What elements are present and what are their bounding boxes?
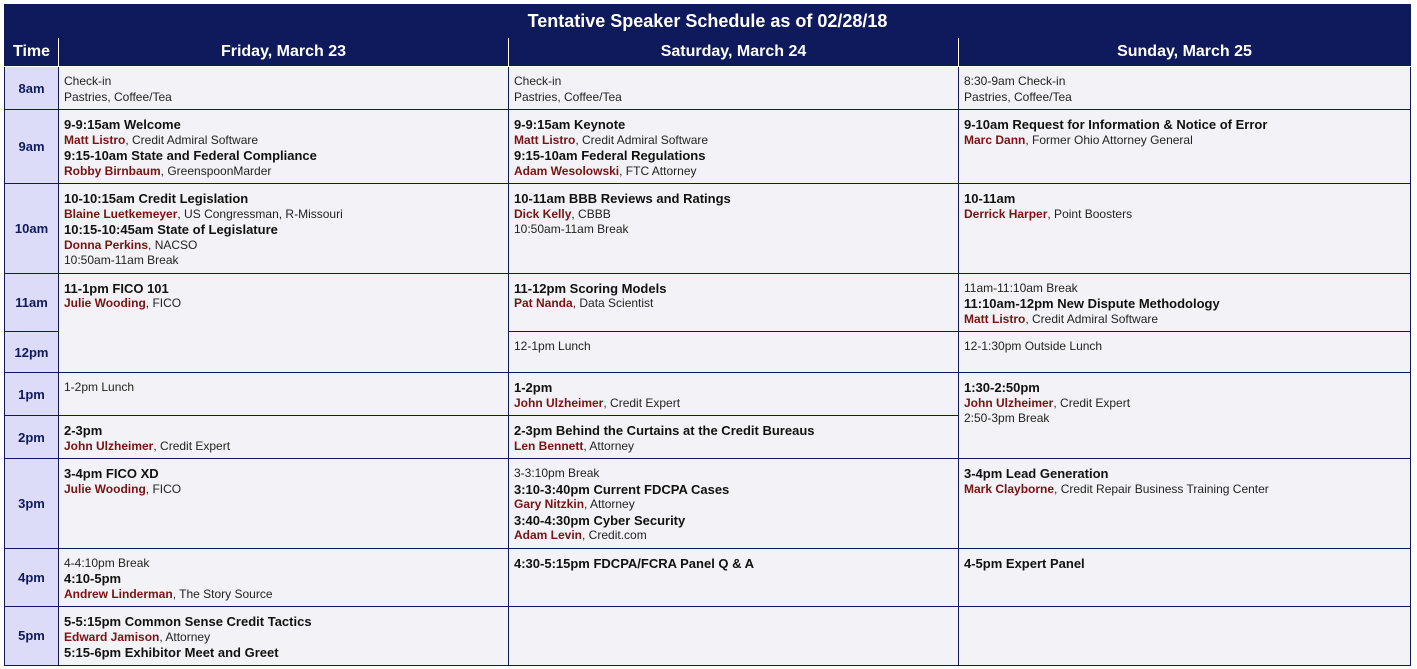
speaker-affiliation: , FICO (145, 296, 182, 310)
speaker-affiliation: , Point Boosters (1047, 206, 1133, 221)
speaker-line (514, 207, 953, 223)
sun-8am-line1: 8:30-9am Check-in (964, 74, 1066, 88)
header-saturday: Saturday, March 24 (509, 38, 959, 67)
speaker-name: Adam Levin (514, 528, 583, 542)
fri-1pm-cell (59, 373, 509, 416)
sun-9am-cell (959, 110, 1411, 184)
session-title: 10-11am (964, 191, 1016, 206)
speaker-line (514, 133, 953, 149)
session-title: 10:15-10:45am State of Legislature (64, 222, 278, 237)
speaker-name: Blaine Luetkemeyer (64, 206, 178, 221)
header-row (5, 38, 1411, 67)
speaker-affiliation: , Credit Expert (153, 438, 231, 453)
sun-11am-cell (959, 273, 1411, 332)
speaker-line (964, 312, 1405, 328)
lunch-text: 1-2pm Lunch (64, 380, 135, 394)
session-title: 9-9:15am Keynote (514, 117, 626, 132)
title-row (5, 5, 1411, 38)
row-10am (5, 184, 1411, 274)
speaker-line (514, 396, 953, 412)
fri-11am-cell (59, 273, 509, 373)
speaker-name: Julie Wooding (64, 296, 146, 310)
speaker-name: Marc Dann (964, 132, 1026, 147)
speaker-line (964, 396, 1405, 412)
speaker-affiliation: , Credit Admiral Software (1025, 311, 1159, 326)
speaker-name: Pat Nanda (514, 296, 573, 310)
speaker-line (514, 164, 953, 180)
session-title: 4:10-5pm (64, 571, 122, 586)
row-4pm (5, 548, 1411, 607)
speaker-affiliation: , FICO (145, 481, 182, 496)
speaker-affiliation: , NACSO (148, 237, 198, 252)
session-title: 10-11am BBB Reviews and Ratings (514, 191, 731, 206)
session-title: 1:30-2:50pm (964, 380, 1040, 395)
sat-10am-cell (509, 184, 959, 274)
sat-8am-cell (509, 67, 959, 110)
speaker-line (514, 528, 953, 544)
row-11am (5, 273, 1411, 332)
sat-4pm-cell (509, 548, 959, 607)
session-title: 9-10am Request for Information & Notice of Error (964, 117, 1268, 132)
sat-11am-cell (509, 273, 959, 332)
sun-10am-cell (959, 184, 1411, 274)
speaker-line (64, 296, 503, 312)
fri-8am-cell (59, 67, 509, 110)
speaker-affiliation: , Former Ohio Attorney General (1025, 132, 1193, 147)
time-label-5pm: 5pm (5, 607, 59, 666)
time-label-4pm: 4pm (5, 548, 59, 607)
sat-5pm-cell (509, 607, 959, 666)
session-title: 11-1pm FICO 101 (64, 280, 169, 296)
time-label-1pm: 1pm (5, 373, 59, 416)
sun-4pm-cell (959, 548, 1411, 607)
speaker-line (64, 482, 503, 498)
session-title: 10-10:15am Credit Legislation (64, 191, 249, 206)
speaker-affiliation: , FTC Attorney (619, 163, 697, 178)
session-title: 5-5:15pm Common Sense Credit Tactics (64, 614, 312, 629)
speaker-affiliation: , Credit Admiral Software (125, 132, 259, 147)
speaker-name: Matt Listro (64, 132, 126, 147)
speaker-name: Matt Listro (964, 311, 1026, 326)
session-title: 3:40-4:30pm Cyber Security (514, 512, 686, 528)
row-1pm (5, 373, 1411, 416)
speaker-name: Derrick Harper (964, 206, 1048, 221)
header-friday: Friday, March 23 (59, 38, 509, 67)
sun-3pm-cell (959, 459, 1411, 549)
speaker-affiliation: , Credit Admiral Software (575, 132, 709, 147)
speaker-affiliation: , The Story Source (172, 586, 273, 601)
speaker-name: Edward Jamison (64, 629, 160, 644)
session-title: 1-2pm (514, 380, 553, 395)
fri-2pm-cell (59, 416, 509, 459)
speaker-affiliation: , Credit Repair Business Training Center (1054, 481, 1269, 496)
speaker-name: Julie Wooding (64, 481, 146, 496)
speaker-affiliation: , CBBB (571, 206, 611, 221)
fri-10am-cell (59, 184, 509, 274)
lunch-text: 12-1:30pm Outside Lunch (964, 339, 1103, 353)
session-title: 3-4pm FICO XD (64, 466, 159, 481)
session-title: 11-12pm Scoring Models (514, 280, 667, 296)
speaker-name: Andrew Linderman (64, 586, 173, 601)
session-title: 4:30-5:15pm FDCPA/FCRA Panel Q & A (514, 555, 755, 571)
row-5pm (5, 607, 1411, 666)
sun-12pm-cell (959, 332, 1411, 373)
row-3pm (5, 459, 1411, 549)
speaker-line (514, 296, 953, 312)
lunch-text: 12-1pm Lunch (514, 339, 591, 353)
break-text: 2:50-3pm Break (964, 411, 1050, 425)
break-text: 11am-11:10am Break (964, 280, 1078, 295)
speaker-line (64, 587, 503, 603)
fri-3pm-cell (59, 459, 509, 549)
speaker-line (964, 207, 1405, 223)
break-text: 10:50am-11am Break (514, 222, 629, 236)
speaker-line (514, 439, 953, 455)
speaker-name: Mark Clayborne (964, 481, 1055, 496)
time-label-10am: 10am (5, 184, 59, 274)
session-title: 2-3pm (64, 423, 103, 438)
session-title: 9:15-10am Federal Regulations (514, 148, 706, 163)
time-label-2pm: 2pm (5, 416, 59, 459)
time-label-12pm: 12pm (5, 332, 59, 373)
speaker-line (514, 497, 953, 513)
session-title: 9:15-10am State and Federal Compliance (64, 148, 317, 163)
break-text: 10:50am-11am Break (64, 253, 179, 267)
speaker-name: Robby Birnbaum (64, 163, 161, 178)
speaker-affiliation: , Credit Expert (603, 395, 681, 410)
speaker-affiliation: , Credit Expert (1053, 395, 1131, 410)
header-sunday: Sunday, March 25 (959, 38, 1411, 67)
speaker-name: John Ulzheimer (964, 395, 1054, 410)
row-9am (5, 110, 1411, 184)
session-title: 4-5pm Expert Panel (964, 555, 1085, 571)
speaker-line (64, 164, 503, 180)
speaker-name: John Ulzheimer (64, 438, 154, 453)
session-title: 5:15-6pm Exhibitor Meet and Greet (64, 645, 279, 660)
speaker-affiliation: , Attorney (584, 497, 635, 511)
speaker-affiliation: , Credit.com (582, 528, 647, 542)
sat-1pm-cell (509, 373, 959, 416)
speaker-name: Adam Wesolowski (514, 163, 620, 178)
sat-8am-line2: Pastries, Coffee/Tea (514, 89, 622, 104)
time-label-3pm: 3pm (5, 459, 59, 549)
row-8am (5, 67, 1411, 110)
speaker-affiliation: , Attorney (159, 629, 211, 644)
speaker-name: Donna Perkins (64, 237, 149, 252)
sun-8am-cell (959, 67, 1411, 110)
time-label-9am: 9am (5, 110, 59, 184)
speaker-affiliation: , GreenspoonMarder (160, 163, 272, 178)
fri-9am-cell (59, 110, 509, 184)
speaker-line (64, 238, 503, 254)
time-label-8am: 8am (5, 67, 59, 110)
speaker-line (64, 439, 503, 455)
break-text: 4-4:10pm Break (64, 555, 150, 570)
speaker-name: Dick Kelly (514, 206, 572, 221)
header-time: Time (5, 38, 59, 67)
speaker-name: Len Bennett (514, 438, 584, 453)
speaker-name: Matt Listro (514, 132, 576, 147)
session-title: 2-3pm Behind the Curtains at the Credit Bureaus (514, 423, 815, 438)
time-label-11am: 11am (5, 273, 59, 332)
sat-8am-line1: Check-in (514, 74, 562, 88)
sat-3pm-cell (509, 459, 959, 549)
session-title: 11:10am-12pm New Dispute Methodology (964, 296, 1220, 311)
sun-5pm-cell (959, 607, 1411, 666)
schedule-container (4, 4, 1410, 666)
speaker-affiliation: , Attorney (583, 438, 635, 453)
speaker-line (64, 207, 503, 223)
speaker-line (964, 133, 1405, 149)
session-title: 9-9:15am Welcome (64, 117, 181, 132)
schedule-title: Tentative Speaker Schedule as of 02/28/18 (5, 5, 1411, 38)
sat-2pm-cell (509, 416, 959, 459)
fri-8am-line1: Check-in (64, 74, 112, 88)
speaker-line (64, 133, 503, 149)
schedule-table (4, 4, 1411, 666)
fri-4pm-cell (59, 548, 509, 607)
speaker-name: John Ulzheimer (514, 395, 604, 410)
speaker-affiliation: , Data Scientist (572, 296, 654, 310)
speaker-line (64, 630, 503, 646)
sat-9am-cell (509, 110, 959, 184)
speaker-affiliation: , US Congressman, R-Missouri (177, 206, 343, 221)
sat-12pm-cell (509, 332, 959, 373)
session-title: 3:10-3:40pm Current FDCPA Cases (514, 481, 730, 497)
speaker-name: Gary Nitzkin (514, 497, 585, 511)
fri-5pm-cell (59, 607, 509, 666)
speaker-line (964, 482, 1405, 498)
sun-8am-line2: Pastries, Coffee/Tea (964, 89, 1072, 104)
break-text: 3-3:10pm Break (514, 466, 600, 480)
sun-1pm-cell (959, 373, 1411, 459)
fri-8am-line2: Pastries, Coffee/Tea (64, 89, 172, 104)
session-title: 3-4pm Lead Generation (964, 466, 1109, 481)
